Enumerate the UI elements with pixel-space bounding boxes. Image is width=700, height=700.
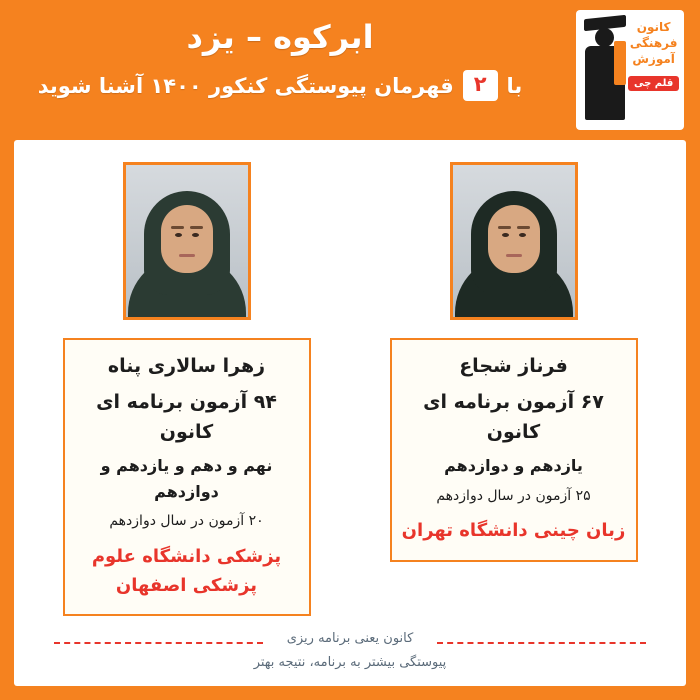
logo-word-1: کانون [636,20,671,34]
pen-shape [614,41,626,85]
student-major: پزشکی دانشگاه علوم پزشکی اصفهان [91,545,282,596]
kanoon-logo [576,10,684,130]
head-shape [595,28,614,47]
student-card [37,162,337,616]
logo-word-3: آموزش [632,52,675,67]
student-name: زهرا سالاری پناه [107,355,266,377]
logo-badge: قلم چی [628,76,679,91]
student-info-box [63,338,311,616]
subtitle-row [0,70,560,100]
page-title: ابرکوه – یزد [186,18,374,56]
student-final-year-exams: ۲۵ آزمون در سال دوازدهم [436,487,591,504]
poster-footer [14,627,686,676]
students-row [32,162,668,616]
graduate-with-pen-icon [582,15,628,123]
content-card [14,140,686,686]
student-grades: نهم و دهم و یازدهم و دوازدهم [100,456,273,501]
student-major: زبان چینی دانشگاه تهران [401,520,626,542]
student-photo [450,162,578,320]
student-final-year-exams: ۲۰ آزمون در سال دوازدهم [109,513,264,530]
student-photo [123,162,251,320]
logo-word-2: فرهنگی [629,36,678,51]
subtitle-suffix: قهرمان پیوستگی کنکور ۱۴۰۰ آشنا شوید [37,73,454,98]
student-info-box [390,338,638,562]
student-exam-count: ۶۷ آزمون برنامه ای کانون [423,390,604,443]
student-exam-count: ۹۴ آزمون برنامه ای کانون [96,390,277,443]
subtitle-prefix: با [506,73,523,98]
footer-line-2: پیوستگی بیشتر به برنامه، نتیجه بهتر [253,655,447,671]
student-name: فرناز شجاع [459,355,568,377]
student-grades: یازدهم و دوازدهم [444,456,583,476]
title-block [0,18,560,101]
logo-wordmark [628,15,679,91]
student-card [364,162,664,616]
champion-count-badge: ۲ [463,70,498,100]
poster-header [0,0,700,140]
footer-line-1: کانون یعنی برنامه ریزی [286,630,414,646]
